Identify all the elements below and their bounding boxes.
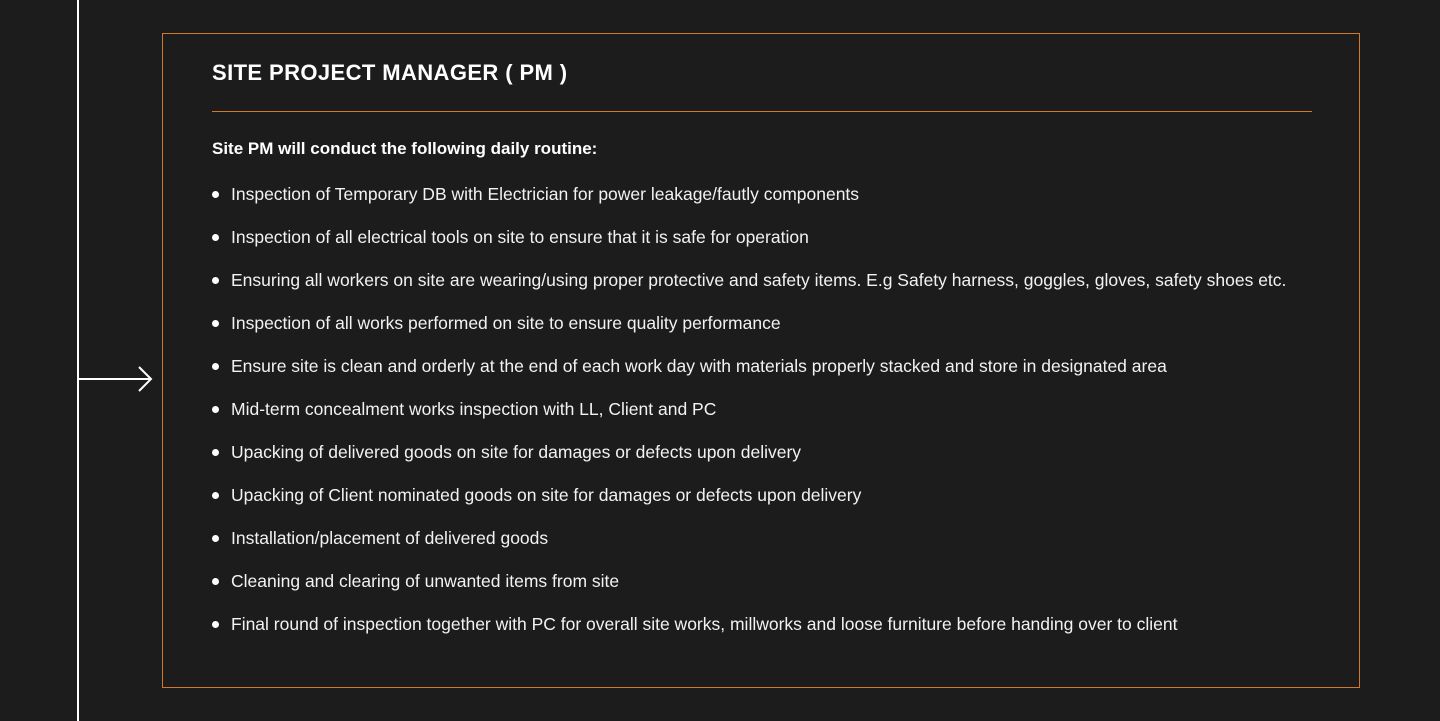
list-item-text: Ensure site is clean and orderly at the end of each work day with materials properly stacked and store in designated area <box>231 356 1167 376</box>
list-item <box>212 352 1312 380</box>
list-item-text: Inspection of Temporary DB with Electrician for power leakage/fautly components <box>231 184 860 204</box>
list-item-text: Cleaning and clearing of unwanted items from site <box>231 571 620 591</box>
bullet-icon <box>212 277 219 284</box>
list-item-text: Inspection of all electrical tools on site to ensure that it is safe for operation <box>231 227 809 247</box>
list-item <box>212 180 1312 208</box>
list-item <box>212 610 1312 638</box>
list-item-text: Upacking of Client nominated goods on site for damages or defects upon delivery <box>231 485 862 505</box>
list-item <box>212 524 1312 552</box>
list-item <box>212 567 1312 595</box>
list-item <box>212 266 1312 294</box>
bullet-icon <box>212 535 219 542</box>
list-item-text: Upacking of delivered goods on site for damages or defects upon delivery <box>231 442 802 462</box>
list-item <box>212 309 1312 337</box>
list-item <box>212 395 1312 423</box>
bullet-icon <box>212 449 219 456</box>
list-item-text: Final round of inspection together with PC for overall site works, millworks and loose furniture before handing over to client <box>231 614 1178 634</box>
routine-list <box>212 180 1312 653</box>
list-item-text: Mid-term concealment works inspection with LL, Client and PC <box>231 399 717 419</box>
list-item-text: Installation/placement of delivered goods <box>231 528 549 548</box>
list-item <box>212 438 1312 466</box>
list-item <box>212 223 1312 251</box>
bullet-icon <box>212 191 219 198</box>
arrow-right-icon <box>78 366 154 392</box>
bullet-icon <box>212 320 219 327</box>
list-item-text: Inspection of all works performed on site to ensure quality performance <box>231 313 781 333</box>
bullet-icon <box>212 363 219 370</box>
card-title: SITE PROJECT MANAGER ( PM ) <box>212 60 568 85</box>
bullet-icon <box>212 406 219 413</box>
list-item-text: Ensuring all workers on site are wearing/using proper protective and safety items. E.g Safety harness, goggles, gloves, safety shoes etc. <box>231 270 1287 290</box>
timeline-line <box>77 0 79 721</box>
bullet-icon <box>212 621 219 628</box>
routine-intro: Site PM will conduct the following daily routine: <box>212 139 598 158</box>
list-item <box>212 481 1312 509</box>
bullet-icon <box>212 578 219 585</box>
bullet-icon <box>212 234 219 241</box>
title-divider <box>212 111 1312 112</box>
bullet-icon <box>212 492 219 499</box>
role-card <box>162 33 1360 688</box>
